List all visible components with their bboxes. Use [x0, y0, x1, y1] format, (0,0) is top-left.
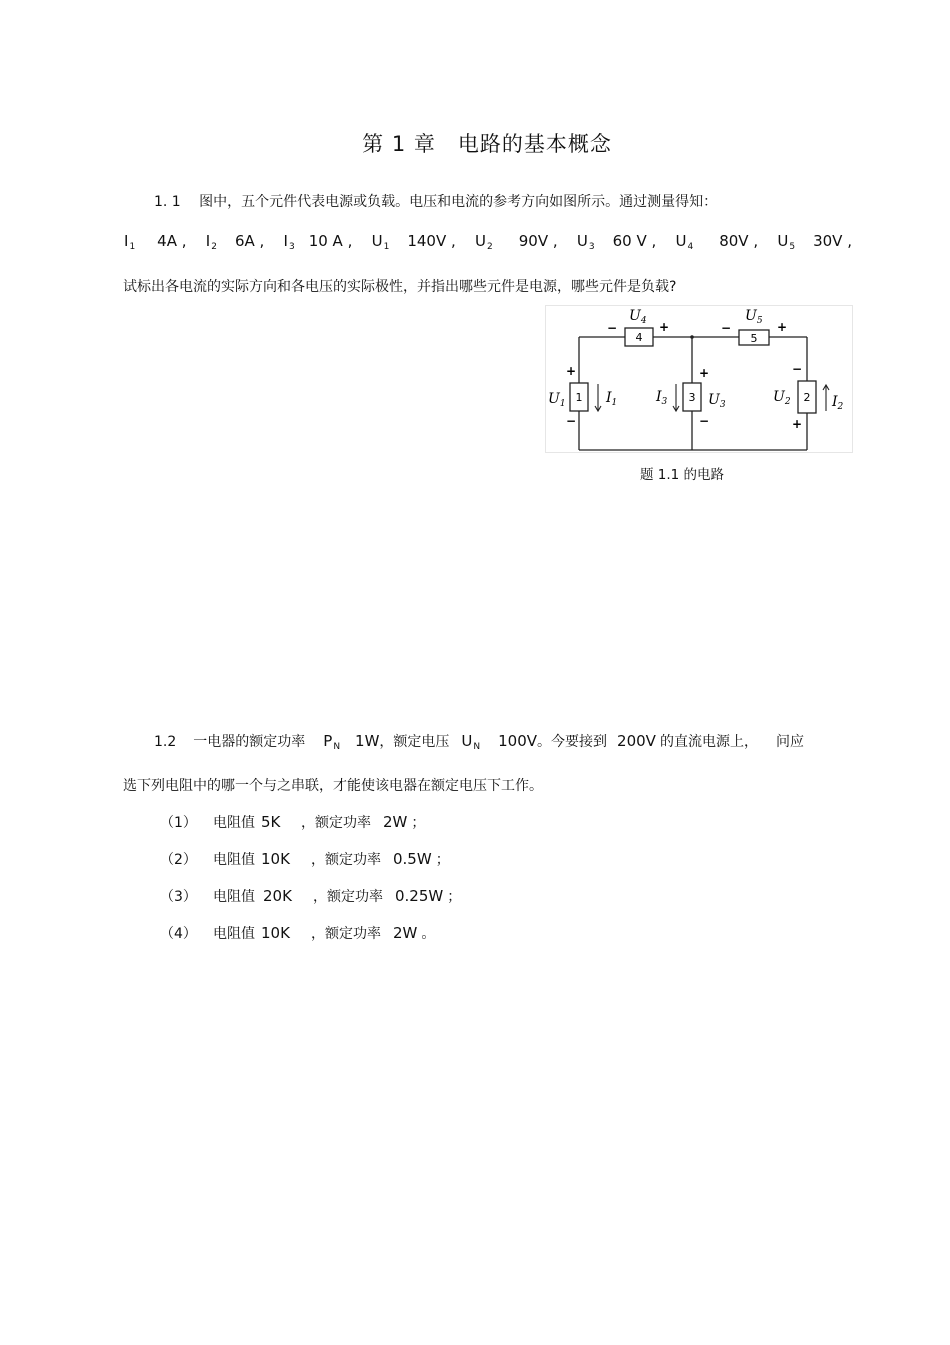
value-item	[124, 232, 187, 252]
problem-1-2-line1	[154, 731, 804, 752]
polarity-u5-minus: −	[721, 321, 732, 335]
value-symbol: U	[475, 232, 486, 250]
power-symbol: $P_N$	[323, 732, 341, 752]
value-number: 30V ,	[813, 232, 852, 250]
value-subscript: 1	[129, 242, 136, 252]
value-item	[777, 232, 852, 252]
option-power-label: ，额定功率	[301, 815, 371, 831]
value-subscript: 5	[789, 242, 796, 252]
problem-text: 一电器的额定功率	[193, 734, 306, 750]
value-number: 10 A ,	[308, 232, 353, 250]
junction-node	[690, 335, 694, 339]
value-number: 4A ,	[157, 232, 187, 250]
polarity-u1-plus: +	[566, 364, 577, 378]
value-number: 140V ,	[407, 232, 456, 250]
value-subscript: 1	[383, 242, 390, 252]
problem-1-1-intro	[154, 191, 717, 211]
measured-values	[124, 232, 852, 252]
option-list	[160, 812, 461, 960]
voltage-label-u3: $U_3$	[708, 392, 726, 410]
option-resistance-value: 20K	[263, 887, 292, 905]
option-power-label: ，额定功率	[313, 889, 383, 905]
value-subscript: 2	[211, 242, 217, 252]
polarity-u4-plus: +	[659, 320, 670, 334]
value-symbol: I	[205, 232, 211, 250]
option-power-value: 2W	[383, 813, 408, 831]
value-symbol: U	[371, 232, 383, 250]
option-end: 。	[421, 926, 436, 942]
element-4-number: 4	[635, 331, 643, 344]
voltage-label-u2: $U_2$	[773, 389, 791, 407]
element-3-number: 3	[688, 391, 696, 404]
problem-1-1-question: 试标出各电流的实际方向和各电压的实际极性，并指出哪些元件是电源，哪些元件是负载?	[123, 279, 677, 295]
option-item	[160, 849, 461, 886]
option-resistance-value: 10K	[261, 924, 290, 942]
voltage-label-u4: $U_4$	[629, 308, 647, 326]
option-resistance-value: 5K	[261, 813, 281, 831]
value-symbol: U	[675, 232, 687, 250]
problem-text: 。今要接到	[537, 734, 608, 750]
polarity-u5-plus: +	[777, 320, 788, 334]
option-resistance-label: 电阻值	[213, 852, 255, 868]
option-item	[160, 812, 461, 849]
problem-text: 的直流电源上，	[659, 734, 758, 750]
value-symbol: U	[576, 232, 588, 250]
value-subscript: 3	[288, 242, 295, 252]
option-power-value: 0.25W	[395, 887, 444, 905]
element-1-number: 1	[575, 391, 583, 404]
problem-1-2-line2: 选下列电阻中的哪一个与之串联，才能使该电器在额定电压下工作。	[123, 778, 543, 794]
option-item	[160, 923, 461, 960]
option-resistance-label: 电阻值	[213, 889, 255, 905]
current-label-i3: $I_3$	[656, 389, 668, 407]
chapter-title: 第 1 章 电路的基本概念	[362, 132, 612, 156]
supply-voltage-value: 200V	[617, 732, 656, 750]
value-symbol: I	[124, 232, 129, 250]
value-subscript: 2	[487, 242, 493, 252]
rated-voltage-value: 100V	[498, 732, 538, 750]
voltage-label-u1: $U_1$	[548, 391, 566, 409]
value-subscript: 4	[687, 242, 694, 252]
problem-text: 问应	[775, 734, 804, 750]
value-subscript: 3	[588, 242, 595, 252]
value-symbol: I	[283, 232, 288, 250]
problem-number: 1.2	[154, 734, 177, 750]
problem-number: 1. 1	[154, 194, 181, 210]
rated-power-value: 1W	[355, 732, 380, 750]
option-item	[160, 886, 461, 923]
option-index: （3）	[160, 889, 197, 905]
polarity-u2-plus: +	[792, 417, 803, 431]
option-index: （4）	[160, 926, 197, 942]
option-resistance-label: 电阻值	[213, 815, 255, 831]
option-end: ；	[435, 852, 450, 868]
problem-text: ，额定电压	[379, 734, 450, 750]
voltage-symbol: $U_N$	[461, 732, 481, 752]
circuit-diagram	[545, 305, 853, 453]
option-index: （2）	[160, 852, 197, 868]
option-resistance-label: 电阻值	[213, 926, 255, 942]
option-power-value: 0.5W	[393, 850, 432, 868]
option-index: （1）	[160, 815, 197, 831]
element-5-number: 5	[750, 332, 758, 345]
current-label-i1: $I_1$	[606, 390, 618, 408]
value-number: 80V ,	[719, 232, 759, 250]
element-2-number: 2	[803, 391, 811, 404]
option-resistance-value: 10K	[261, 850, 290, 868]
voltage-label-u5: $U_5$	[745, 308, 763, 326]
option-power-value: 2W	[393, 924, 418, 942]
value-item	[577, 232, 656, 252]
value-item	[676, 232, 759, 252]
value-number: 90V ,	[518, 232, 558, 250]
figure-caption: 题 1.1 的电路	[640, 467, 725, 483]
option-power-label: ，额定功率	[311, 852, 381, 868]
value-symbol: U	[777, 232, 789, 250]
problem-text: 图中，五个元件代表电源或负载。电压和电流的参考方向如图所示。通过测量得知：	[199, 194, 718, 210]
polarity-u4-minus: −	[607, 321, 618, 335]
value-item	[284, 232, 353, 252]
polarity-u2-minus: −	[792, 362, 803, 376]
value-number: 60 V ,	[612, 232, 657, 250]
polarity-u1-minus: −	[566, 414, 577, 428]
value-item	[206, 232, 265, 252]
value-number: 6A ,	[234, 232, 265, 250]
option-end: ；	[411, 815, 426, 831]
value-item	[372, 232, 456, 252]
option-end: ；	[447, 889, 462, 905]
polarity-u3-minus: −	[699, 414, 710, 428]
polarity-u3-plus: +	[699, 366, 710, 380]
current-label-i2: $I_2$	[832, 394, 844, 412]
value-item	[475, 232, 558, 252]
option-power-label: ，额定功率	[311, 926, 381, 942]
